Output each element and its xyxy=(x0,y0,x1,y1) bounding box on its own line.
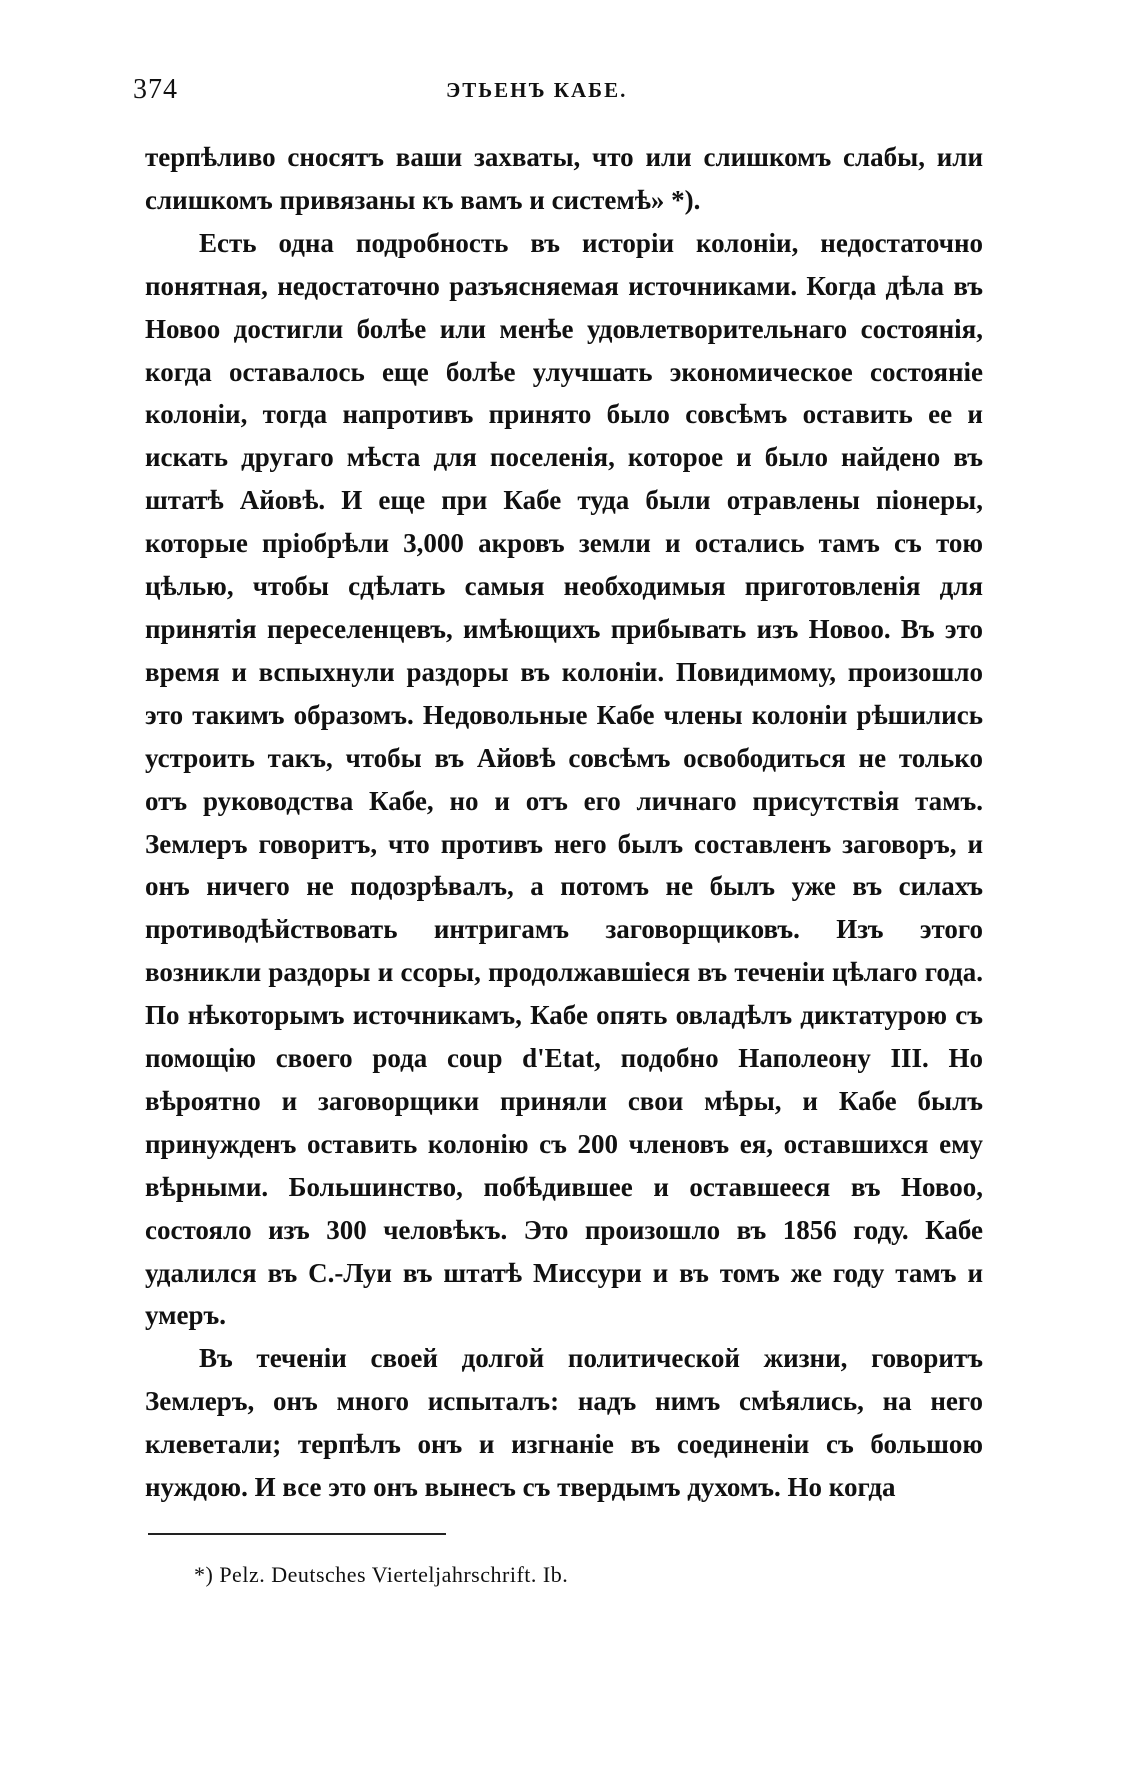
paragraph-continuation: терпѣливо сносятъ ваши захваты, что или слишкомъ слабы, или слишкомъ привязаны къ вамъ и системѣ» *). xyxy=(145,142,983,215)
paragraph: Есть одна подробность въ исторіи колоніи, недостаточно понятная, недостаточно разъясняемая источниками. Когда дѣла въ Новоо достигли болѣе или менѣе удовлетворительнаго состоянія, когда оставалось еще болѣе улучшать экономическое состояніе колоніи, тогда напротивъ принято было совсѣмъ оставить ее и искать другаго мѣста для поселенія, которое и было найдено въ штатѣ Айовѣ. И еще при Кабе туда были отравлены піонеры, которые пріобрѣли 3,000 акровъ земли и остались тамъ съ тою цѣлью, чтобы сдѣлать самыя необходимыя приготовленія для принятія переселенцевъ, имѣющихъ прибывать изъ Новоо. Въ это время и вспыхнули раздоры въ колоніи. Повидимому, произошло это такимъ образомъ. Недовольные Кабе члены колоніи рѣшились устроить такъ, чтобы въ Айовѣ совсѣмъ освободиться не только отъ руководства Кабе, но и отъ его личнаго присутствія тамъ. Землеръ говоритъ, что противъ него былъ составленъ заговоръ, и онъ ничего не подозрѣвалъ, а потомъ не былъ уже въ силахъ противодѣйствовать интригамъ заговорщиковъ. Изъ этого возникли раздоры и ссоры, продолжавшіеся въ теченіи цѣлаго года. По нѣкоторымъ источникамъ, Кабе опять овладѣлъ диктатурою съ помощію своего рода coup d'Etat, подобно Наполеону III. Но вѣроятно и заговорщики приняли свои мѣры, и Кабе былъ принужденъ оставить колонію съ 200 членовъ ея, оставшихся ему вѣрными. Большинство, побѣдившее и оставшееся въ Новоо, состояло изъ 300 человѣкъ. Это произошло въ 1856 году. Кабе удалился въ С.-Луи въ штатѣ Миссури и въ томъ же году тамъ и умеръ. xyxy=(145,227,983,1331)
footnote: *) Pelz. Deutsches Vierteljahrschrift. Ib. xyxy=(194,1562,569,1587)
body-text xyxy=(145,136,983,1509)
footnote-divider xyxy=(148,1533,446,1535)
page-number: 374 xyxy=(133,74,178,105)
paragraph: Въ теченіи своей долгой политической жизни, говоритъ Землеръ, онъ много испыталъ: надъ нимъ смѣялись, на него клеветали; терпѣлъ онъ и изгнаніе въ соединеніи съ большою нуждою. И все это онъ вынесъ съ твердымъ духомъ. Но когда xyxy=(145,1343,983,1503)
running-head: ЭТЬЕНЪ КАБЕ. xyxy=(446,78,628,102)
